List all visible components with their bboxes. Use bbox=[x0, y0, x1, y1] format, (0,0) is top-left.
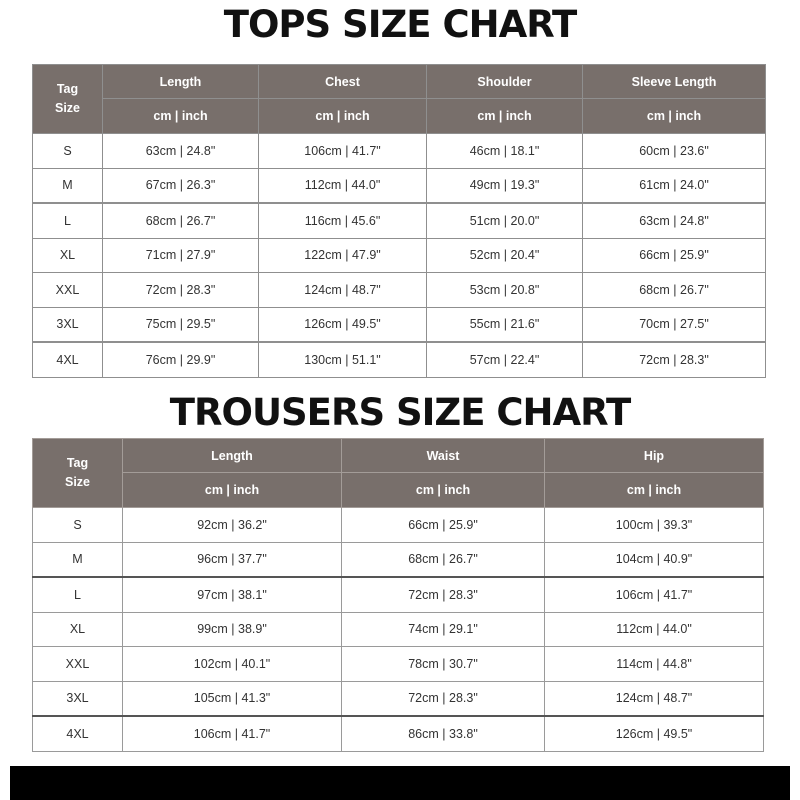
measurement-cell: 70cm | 27.5" bbox=[583, 307, 766, 342]
measurement-cell: 126cm | 49.5" bbox=[545, 716, 764, 751]
measurement-cell: 53cm | 20.8" bbox=[427, 273, 583, 308]
size-cell: XXL bbox=[33, 273, 103, 308]
table-row bbox=[33, 508, 764, 543]
table-row bbox=[33, 681, 764, 716]
size-cell: 3XL bbox=[33, 307, 103, 342]
table-row bbox=[33, 134, 766, 169]
tag-size-header bbox=[33, 439, 123, 508]
size-cell: M bbox=[33, 168, 103, 203]
measurement-cell: 78cm | 30.7" bbox=[342, 647, 545, 682]
measurement-cell: 49cm | 19.3" bbox=[427, 168, 583, 203]
tag-label: Tag bbox=[66, 456, 89, 470]
table-row bbox=[33, 342, 766, 377]
tops-size-chart-title: TOPS SIZE CHART bbox=[223, 3, 577, 46]
column-header-length: Length bbox=[123, 439, 342, 473]
measurement-cell: 66cm | 25.9" bbox=[583, 238, 766, 273]
measurement-cell: 68cm | 26.7" bbox=[583, 273, 766, 308]
measurement-cell: 106cm | 41.7" bbox=[123, 716, 342, 751]
measurement-cell: 72cm | 28.3" bbox=[583, 342, 766, 377]
tops-size-table bbox=[32, 64, 766, 378]
measurement-cell: 51cm | 20.0" bbox=[427, 203, 583, 238]
measurement-cell: 114cm | 44.8" bbox=[545, 647, 764, 682]
measurement-cell: 97cm | 38.1" bbox=[123, 577, 342, 612]
measurement-cell: 61cm | 24.0" bbox=[583, 168, 766, 203]
measurement-cell: 67cm | 26.3" bbox=[103, 168, 259, 203]
table-row bbox=[33, 647, 764, 682]
size-label: Size bbox=[64, 475, 90, 489]
measurement-cell: 76cm | 29.9" bbox=[103, 342, 259, 377]
trousers-size-chart-title: TROUSERS SIZE CHART bbox=[169, 391, 631, 434]
measurement-cell: 75cm | 29.5" bbox=[103, 307, 259, 342]
tag-label: Tag bbox=[56, 82, 79, 96]
measurement-cell: 66cm | 25.9" bbox=[342, 508, 545, 543]
measurement-cell: 72cm | 28.3" bbox=[342, 681, 545, 716]
table-row bbox=[33, 612, 764, 647]
bottom-black-bar bbox=[10, 766, 790, 800]
measurement-cell: 124cm | 48.7" bbox=[259, 273, 427, 308]
measurement-cell: 100cm | 39.3" bbox=[545, 508, 764, 543]
unit-header: cm | inch bbox=[545, 473, 764, 508]
measurement-cell: 74cm | 29.1" bbox=[342, 612, 545, 647]
table-row bbox=[33, 307, 766, 342]
table-row bbox=[33, 577, 764, 612]
measurement-cell: 72cm | 28.3" bbox=[342, 577, 545, 612]
measurement-cell: 96cm | 37.7" bbox=[123, 542, 342, 577]
table-row bbox=[33, 203, 766, 238]
measurement-cell: 112cm | 44.0" bbox=[545, 612, 764, 647]
measurement-cell: 46cm | 18.1" bbox=[427, 134, 583, 169]
size-cell: XL bbox=[33, 612, 123, 647]
measurement-cell: 72cm | 28.3" bbox=[103, 273, 259, 308]
table-row bbox=[33, 238, 766, 273]
measurement-cell: 68cm | 26.7" bbox=[103, 203, 259, 238]
column-header-hip: Hip bbox=[545, 439, 764, 473]
table-row bbox=[33, 716, 764, 751]
measurement-cell: 60cm | 23.6" bbox=[583, 134, 766, 169]
measurement-cell: 68cm | 26.7" bbox=[342, 542, 545, 577]
unit-header: cm | inch bbox=[123, 473, 342, 508]
measurement-cell: 104cm | 40.9" bbox=[545, 542, 764, 577]
column-header-shoulder: Shoulder bbox=[427, 65, 583, 99]
size-cell: M bbox=[33, 542, 123, 577]
measurement-cell: 99cm | 38.9" bbox=[123, 612, 342, 647]
measurement-cell: 126cm | 49.5" bbox=[259, 307, 427, 342]
measurement-cell: 57cm | 22.4" bbox=[427, 342, 583, 377]
size-label: Size bbox=[54, 101, 80, 115]
unit-header: cm | inch bbox=[583, 99, 766, 134]
measurement-cell: 124cm | 48.7" bbox=[545, 681, 764, 716]
measurement-cell: 92cm | 36.2" bbox=[123, 508, 342, 543]
measurement-cell: 102cm | 40.1" bbox=[123, 647, 342, 682]
size-cell: 3XL bbox=[33, 681, 123, 716]
trousers-size-table bbox=[32, 438, 764, 752]
unit-header: cm | inch bbox=[103, 99, 259, 134]
size-cell: S bbox=[33, 134, 103, 169]
measurement-cell: 130cm | 51.1" bbox=[259, 342, 427, 377]
unit-header: cm | inch bbox=[427, 99, 583, 134]
measurement-cell: 63cm | 24.8" bbox=[583, 203, 766, 238]
table-row bbox=[33, 542, 764, 577]
unit-header: cm | inch bbox=[342, 473, 545, 508]
measurement-cell: 63cm | 24.8" bbox=[103, 134, 259, 169]
measurement-cell: 106cm | 41.7" bbox=[259, 134, 427, 169]
table-row bbox=[33, 273, 766, 308]
table-row bbox=[33, 168, 766, 203]
measurement-cell: 52cm | 20.4" bbox=[427, 238, 583, 273]
measurement-cell: 105cm | 41.3" bbox=[123, 681, 342, 716]
size-cell: 4XL bbox=[33, 716, 123, 751]
measurement-cell: 71cm | 27.9" bbox=[103, 238, 259, 273]
size-cell: S bbox=[33, 508, 123, 543]
column-header-length: Length bbox=[103, 65, 259, 99]
measurement-cell: 116cm | 45.6" bbox=[259, 203, 427, 238]
size-cell: L bbox=[33, 577, 123, 612]
size-cell: XL bbox=[33, 238, 103, 273]
measurement-cell: 106cm | 41.7" bbox=[545, 577, 764, 612]
tag-size-header bbox=[33, 65, 103, 134]
size-cell: 4XL bbox=[33, 342, 103, 377]
column-header-waist: Waist bbox=[342, 439, 545, 473]
unit-header: cm | inch bbox=[259, 99, 427, 134]
measurement-cell: 122cm | 47.9" bbox=[259, 238, 427, 273]
size-cell: XXL bbox=[33, 647, 123, 682]
measurement-cell: 86cm | 33.8" bbox=[342, 716, 545, 751]
column-header-chest: Chest bbox=[259, 65, 427, 99]
column-header-sleeve-length: Sleeve Length bbox=[583, 65, 766, 99]
size-cell: L bbox=[33, 203, 103, 238]
measurement-cell: 112cm | 44.0" bbox=[259, 168, 427, 203]
measurement-cell: 55cm | 21.6" bbox=[427, 307, 583, 342]
